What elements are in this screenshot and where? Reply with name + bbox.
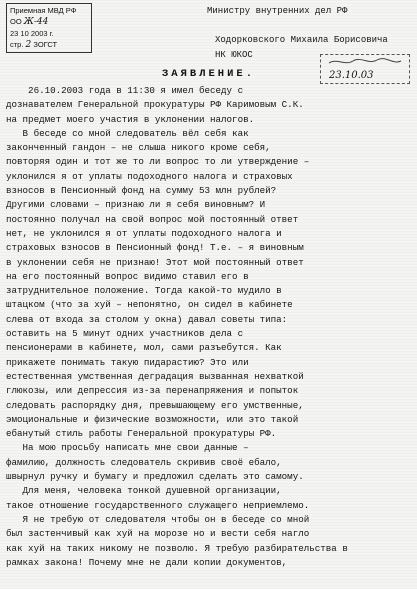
stamp-pages-label: стр. xyxy=(10,40,24,49)
stamp-pages-tail: ЗОГСТ xyxy=(33,40,58,49)
stamp-date: 23 10 2003 г. xyxy=(10,29,54,38)
stamp-number-handwritten: Ж-44 xyxy=(23,17,49,27)
text-line: прикажете понимать такую пидарастию? Это или xyxy=(6,356,249,368)
text-line: дознавателем Генеральной прокуратуры РФ Каримовым С.К. xyxy=(6,99,304,111)
text-line: В беседе со мной следователь вёл себя как xyxy=(6,127,249,139)
text-line: рамках закона! Почему мне не дали копии документов, xyxy=(6,556,288,568)
text-line: ебанутый стиль работы Генеральной прокуратуры РФ. xyxy=(6,428,277,440)
text-line: эмоциональные и физические возможности, или это такой xyxy=(6,413,299,425)
received-date: 23.10.03 xyxy=(329,70,374,81)
text-line: на предмет моего участия в уклонении налогов. xyxy=(6,113,255,125)
text-line: нет, не уклонился я от уплаты подоходного налога и xyxy=(6,227,282,239)
text-line: законченный гандон – не слыша никого кроме себя, xyxy=(6,142,271,154)
text-line: фамилию, должность следователь скривив своё ебало, xyxy=(6,456,282,468)
text-line: постоянно получал на свой вопрос мой постоянный ответ xyxy=(6,213,299,225)
text-line: уклонился я от уплаты подоходного налога и страховых xyxy=(6,170,293,182)
text-line: повторяя один и тот же то ли вопрос то ли утверждение – xyxy=(6,156,310,168)
text-line: страховых взносов в Пенсионный фонд! Т.е. – я виновным xyxy=(6,242,304,254)
stamp-pages xyxy=(10,39,88,51)
text-line: Для меня, человека тонкой душевной организации, xyxy=(6,485,282,497)
stamp-number-prefix: ОО xyxy=(10,17,22,26)
text-line: следовать распорядку дня, превышающему его умственные, xyxy=(6,399,304,411)
addressee-company: НК ЮКОС xyxy=(215,49,253,60)
stamp-number xyxy=(10,16,88,28)
statement-body xyxy=(6,84,414,570)
text-line: был застенчивый как хуй на морозе но и вести себя нагло xyxy=(6,528,310,540)
addressee-sender: Ходорковского Михаила Борисовича xyxy=(215,35,388,45)
registration-stamp xyxy=(6,3,92,53)
addressee-recipient: Министру внутренних дел РФ xyxy=(207,6,348,16)
stamp-org: Приемная МВД РФ xyxy=(10,6,77,15)
document-title: ЗАЯВЛЕНИЕ. xyxy=(161,68,255,80)
text-line: такое отношение государственного служащего неприемлемо. xyxy=(6,499,310,511)
text-line: на его постоянный вопрос видимо ставил его в xyxy=(6,270,249,282)
text-line: швырнул ручку и бумагу и предложил сделать это самому. xyxy=(6,471,304,483)
text-line: На мою просьбу написать мне свои данные – xyxy=(6,442,249,454)
text-line: пенсионерами в кабинете, мол, сами разъебутся. Как xyxy=(6,342,282,354)
text-line: затруднительное положение. Тогда какой-то мудило в xyxy=(6,285,282,297)
text-line: оставить на 5 минут одних участников дела с xyxy=(6,328,244,340)
text-line: Другими словами – признаю ли я себя виновным? И xyxy=(6,199,266,211)
text-line: как хуй на таких никому не позволю. Я требую разбирательства в xyxy=(6,542,348,554)
addressee-spacer xyxy=(207,19,388,34)
text-line: в уклонении себя не признаю! Этот мой постоянный ответ xyxy=(6,256,304,268)
stamp-scribble xyxy=(327,57,403,67)
stamp-pages-handwritten: 2 xyxy=(25,40,32,50)
text-line: Я не требую от следователя чтобы он в беседе со мной xyxy=(6,513,310,525)
text-line: глюкозы, или депрессия из-за перенапряжения и попыток xyxy=(6,385,299,397)
text-line: взносов в Пенсионный фонд на сумму 53 млн рублей? xyxy=(6,185,277,197)
text-line: естественная умственная деградация вызванная нехваткой xyxy=(6,370,304,382)
text-line: слева от входа за столом у окна) давал советы типа: xyxy=(6,313,288,325)
text-line: штацком (что за хуй – непонятно, он сидел в кабинете xyxy=(6,299,293,311)
text-line: 26.10.2003 года в 11:30 я имел беседу с xyxy=(6,85,244,96)
